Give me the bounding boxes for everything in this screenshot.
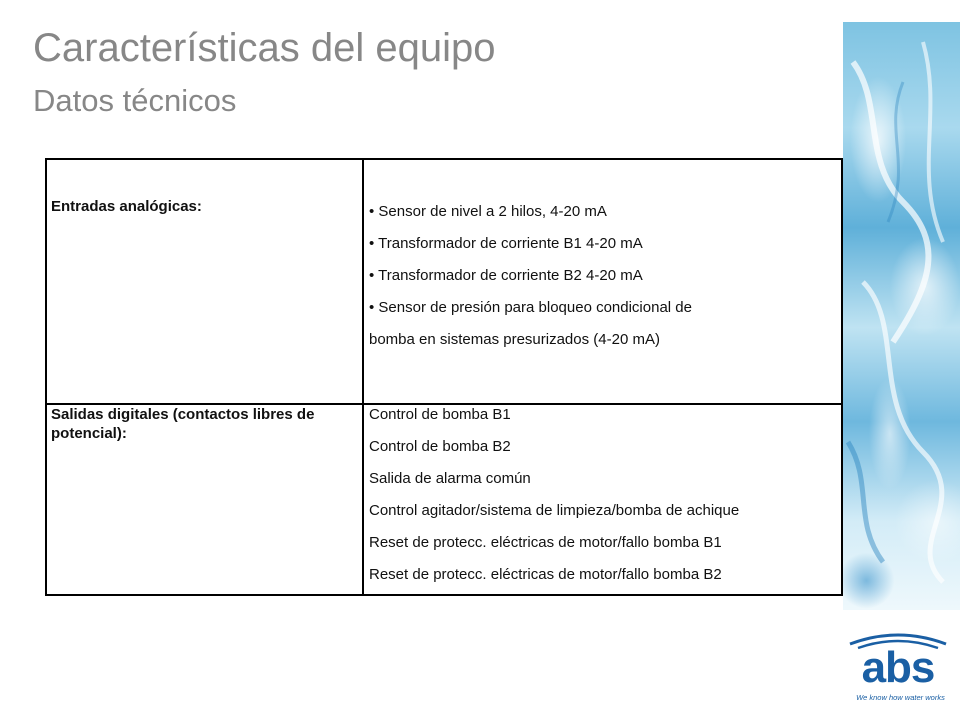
list-item: • Sensor de presión para bloqueo condicional de (369, 299, 692, 316)
slide-title: Características del equipo (33, 26, 496, 70)
specs-table (45, 158, 843, 596)
row-label: Salidas digitales (contactos libres de potencial): (51, 406, 315, 442)
list-item: bomba en sistemas presurizados (4-20 mA) (369, 331, 660, 348)
list-item: Reset de protecc. eléctricas de motor/fallo bomba B1 (369, 534, 722, 551)
table-row (46, 159, 842, 404)
table-row (46, 404, 842, 595)
water-photo (843, 22, 960, 610)
list-item: Control de bomba B2 (369, 438, 511, 455)
list-item: Control agitador/sistema de limpieza/bomba de achique (369, 502, 740, 519)
slide-subtitle: Datos técnicos (33, 83, 237, 118)
logo-tagline: We know how water works (856, 693, 945, 702)
abs-logo (843, 626, 960, 720)
row-label-cell (46, 159, 363, 404)
row-items-cell (363, 404, 842, 595)
list-item: Salida de alarma común (369, 470, 531, 487)
list-item: • Transformador de corriente B1 4-20 mA (369, 235, 643, 252)
list-item: Reset de protecc. eléctricas de motor/fallo bomba B2 (369, 566, 722, 583)
list-item: • Transformador de corriente B2 4-20 mA (369, 267, 643, 284)
row-items-cell (363, 159, 842, 404)
items-list (364, 405, 841, 591)
row-label: Entradas analógicas: (51, 198, 202, 215)
row-label-cell (46, 404, 363, 595)
water-ripples (843, 22, 960, 610)
list-item: • Sensor de nivel a 2 hilos, 4-20 mA (369, 203, 607, 220)
logo-wordmark: abs (861, 643, 935, 692)
items-list (364, 160, 841, 356)
list-item: Control de bomba B1 (369, 406, 511, 423)
